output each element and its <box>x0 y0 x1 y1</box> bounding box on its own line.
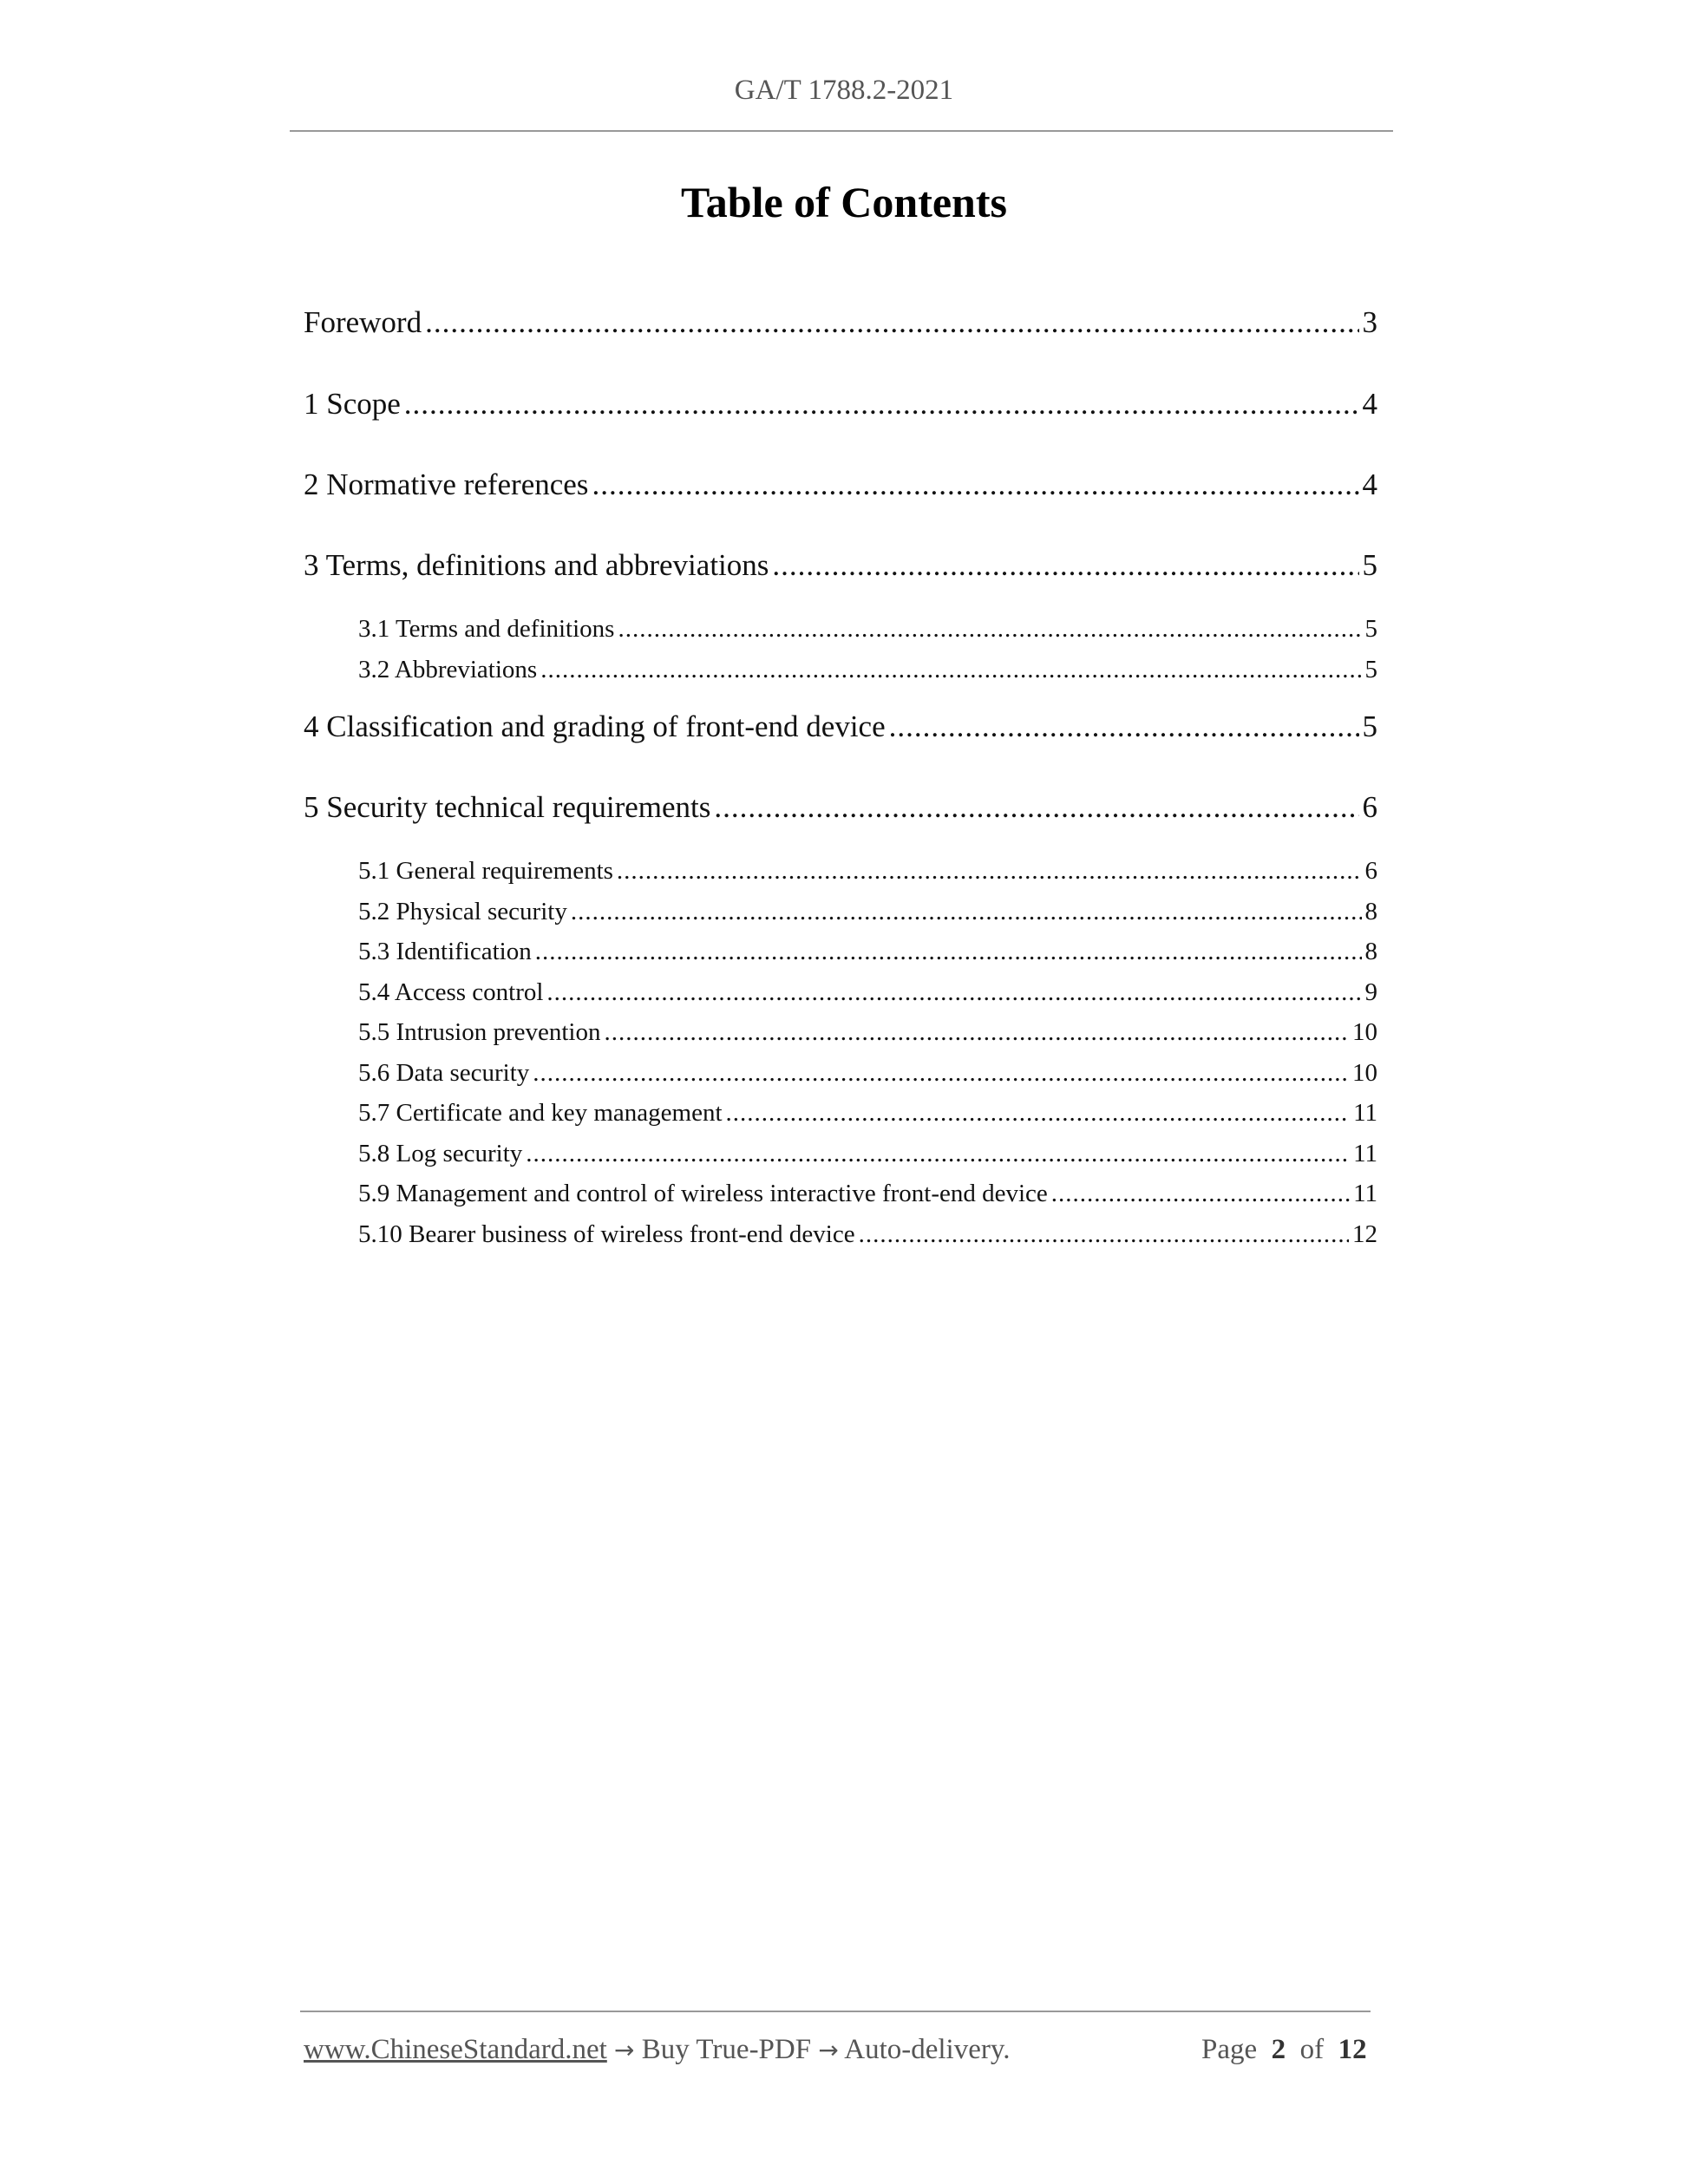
toc-entry-page: 9 <box>1364 978 1377 1006</box>
toc-entry-security-requirements[interactable] <box>304 790 1377 825</box>
toc-dot-leader <box>1051 1180 1350 1208</box>
footer-divider <box>300 2011 1371 2012</box>
toc-entry-page: 5 <box>1364 615 1377 643</box>
toc-entry-5-1[interactable] <box>358 857 1377 886</box>
toc-title: Table of Contents <box>681 178 1007 226</box>
toc-dot-leader <box>546 978 1361 1007</box>
toc-entry-3-1[interactable] <box>358 615 1377 644</box>
toc-entry-label: 5.3 Identification <box>358 938 532 965</box>
toc-entry-label: 5.8 Log security <box>358 1140 523 1167</box>
toc-dot-leader <box>540 656 1361 684</box>
toc-entry-label: 5.2 Physical security <box>358 898 567 925</box>
toc-entry-label: 3.2 Abbreviations <box>358 656 538 683</box>
header-doc-code: GA/T 1788.2-2021 <box>734 75 954 106</box>
arrow-right-icon: → <box>614 2036 635 2064</box>
toc-entry-5-7[interactable] <box>358 1099 1377 1128</box>
toc-entry-page: 10 <box>1352 1059 1377 1087</box>
toc-entry-label: 3.1 Terms and definitions <box>358 615 615 643</box>
toc-dot-leader <box>772 548 1358 583</box>
toc-dot-leader <box>533 1059 1349 1088</box>
toc-dot-leader <box>425 305 1358 340</box>
arrow-right-icon: → <box>818 2036 839 2064</box>
toc-dot-leader <box>617 857 1362 886</box>
footer-page-indicator <box>1201 2034 1367 2066</box>
toc-entry-page: 8 <box>1364 938 1377 965</box>
toc-entry-5-4[interactable] <box>358 978 1377 1007</box>
toc-dot-leader <box>535 938 1362 966</box>
toc-entry-label: 5.4 Access control <box>358 978 544 1006</box>
toc-entry-5-9[interactable] <box>358 1180 1377 1208</box>
footer-buy-text: Buy True-PDF <box>641 2034 812 2065</box>
toc-entry-label: 3 Terms, definitions and abbreviations <box>304 548 769 582</box>
of-word: of <box>1299 2034 1325 2065</box>
toc-dot-leader <box>859 1220 1349 1249</box>
toc-dot-leader <box>404 387 1359 422</box>
toc-dot-leader <box>726 1099 1351 1128</box>
page-total: 12 <box>1338 2034 1367 2065</box>
toc-entry-page: 5 <box>1364 656 1377 683</box>
toc-entry-5-2[interactable] <box>358 898 1377 926</box>
toc-entry-label: 1 Scope <box>304 387 401 421</box>
footer-promo <box>304 2034 1010 2066</box>
toc-entry-scope[interactable] <box>304 387 1377 422</box>
header-divider <box>290 130 1393 132</box>
toc-entry-page: 4 <box>1362 387 1377 421</box>
toc-entry-3-2[interactable] <box>358 656 1377 684</box>
toc-dot-leader <box>714 790 1358 825</box>
toc-entry-page: 6 <box>1362 790 1377 824</box>
toc-entry-page: 5 <box>1362 709 1377 743</box>
toc-entry-label: 2 Normative references <box>304 468 589 501</box>
toc-entry-page: 3 <box>1362 305 1377 339</box>
toc-entry-foreword[interactable] <box>304 305 1377 340</box>
toc-entry-5-3[interactable] <box>358 938 1377 966</box>
toc-entry-page: 11 <box>1353 1180 1377 1207</box>
toc-dot-leader <box>526 1140 1350 1168</box>
footer-delivery-text: Auto-delivery. <box>844 2034 1011 2065</box>
toc-dot-leader <box>571 898 1362 926</box>
toc-entry-page: 12 <box>1352 1220 1377 1248</box>
toc-entry-label: 5.1 General requirements <box>358 857 613 885</box>
toc-entry-terms[interactable] <box>304 548 1377 583</box>
toc-entry-label: 5.5 Intrusion prevention <box>358 1018 601 1046</box>
toc-entry-page: 8 <box>1364 898 1377 925</box>
toc-entry-label: 5.10 Bearer business of wireless front-end device <box>358 1220 855 1248</box>
toc-entry-label: 5.9 Management and control of wireless interactive front-end device <box>358 1180 1048 1207</box>
toc-dot-leader <box>592 468 1358 502</box>
toc-dot-leader <box>604 1018 1349 1047</box>
toc-entry-label: 5.7 Certificate and key management <box>358 1099 723 1127</box>
toc-entry-5-5[interactable] <box>358 1018 1377 1047</box>
toc-entry-classification[interactable] <box>304 709 1377 744</box>
toc-dot-leader <box>618 615 1361 644</box>
toc-entry-page: 6 <box>1364 857 1377 885</box>
toc-entry-page: 11 <box>1353 1140 1377 1167</box>
toc-entry-label: 5 Security technical requirements <box>304 790 711 824</box>
page-word: Page <box>1201 2034 1258 2065</box>
toc-entry-page: 5 <box>1362 548 1377 582</box>
toc-entry-page: 4 <box>1362 468 1377 501</box>
toc-entry-5-8[interactable] <box>358 1140 1377 1168</box>
toc-entry-label: 4 Classification and grading of front-end device <box>304 709 886 743</box>
toc-entry-normative-references[interactable] <box>304 468 1377 502</box>
toc-dot-leader <box>889 709 1359 744</box>
toc-entry-label: 5.6 Data security <box>358 1059 530 1087</box>
toc-entry-5-6[interactable] <box>358 1059 1377 1088</box>
toc-entry-page: 11 <box>1353 1099 1377 1127</box>
toc-entry-page: 10 <box>1352 1018 1377 1046</box>
toc-entry-label: Foreword <box>304 305 422 339</box>
footer-site-link[interactable]: www.ChineseStandard.net <box>304 2034 607 2065</box>
toc-entry-5-10[interactable] <box>358 1220 1377 1249</box>
page-current: 2 <box>1271 2034 1286 2065</box>
